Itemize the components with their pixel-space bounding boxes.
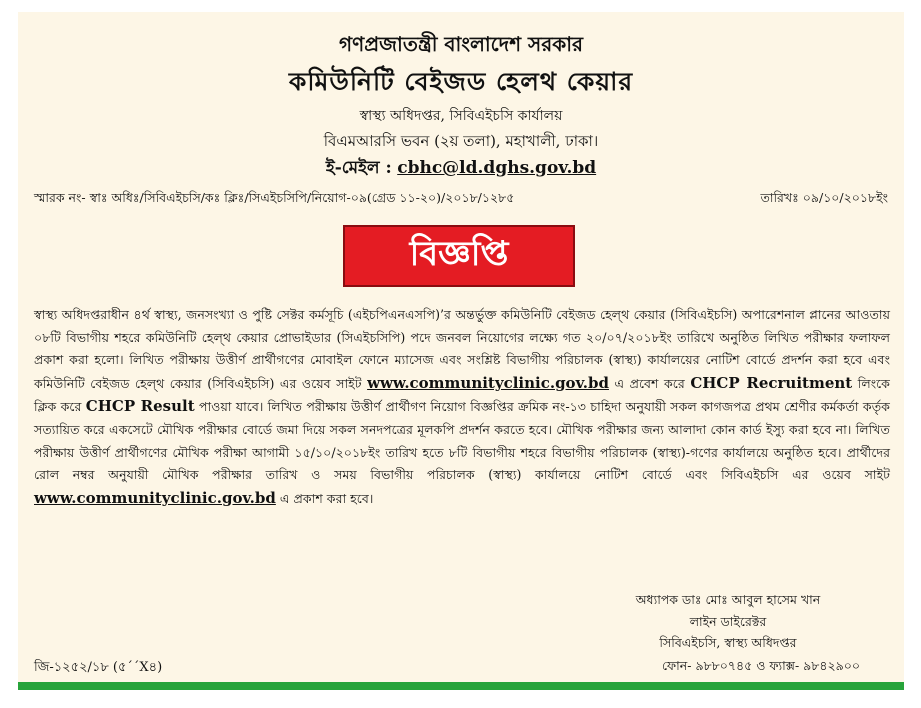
contact-line: ফোন- ৯৮৮০৭৪৫ ও ফ্যাক্স- ৯৮৪২৯০০ — [661, 658, 860, 673]
notice-body — [34, 304, 890, 510]
website-link[interactable]: www.communityclinic.gov.bd — [367, 373, 609, 392]
government-title: গণপ্রজাতন্ত্রী বাংলাদেশ সরকার — [339, 32, 583, 56]
email-label: ই-মেইল : — [325, 158, 392, 178]
body-text-part: এ প্রকাশ করা হবে। — [279, 490, 374, 506]
body-text-part: স্বাস্থ্য অধিদপ্তরাধীন ৪র্থ স্বাস্থ্য, জনসংখ্যা ও পুষ্টি সেক্টর কর্মসূচি (এইচপিএনএসপি)’র অন্তর্ভুক্ত কমিউনিটি বেইজড হেল্থ কেয়ার (সিবিএইচসি) অপারেশনাল প্লানের আওতায় ০৮টি বিভাগীয় শহরে কমিউনিটি হেল্থ কেয়ার প্রোভাইডার (সিএইচসিপি) পদে জনবল নিয়োগের লক্ষ্যে গত ২০/০৭/২০১৮ইং তারিখে অনুষ্ঠিত লিখিত পরীক্ষার ফলাফল প্রকাশ করা হলো। লিখিত পরীক্ষায় উত্তীর্ণ প্রার্থীগণের মোবাইল ফোনে ম্যাসেজ এবং সংশ্লিষ্ট বিভাগীয় পরিচালক (স্বাস্থ্য) কার্যালয়ের নোটিশ বোর্ডে প্রদর্শন করা হবে এবং কমিউনিটি বেইজড হেল্থ কেয়ার (সিবিএইচসি) এর ওয়েব সাইট — [34, 307, 890, 391]
department-line: স্বাস্থ্য অধিদপ্তর, সিবিএইচসি কার্যালয় — [359, 108, 563, 124]
banner-title: বিজ্ঞপ্তি — [409, 233, 509, 274]
body-text-part: এ প্রবেশ করে — [614, 375, 685, 391]
email-address[interactable]: cbhc@ld.dghs.gov.bd — [397, 158, 597, 178]
signatory-office: সিবিএইচসি, স্বাস্থ্য অধিদপ্তর — [659, 635, 797, 650]
body-text-part: লিংকে ক্লিক করে — [34, 375, 890, 415]
body-text-part: পাওয়া যাবে। লিখিত পরীক্ষায় উত্তীর্ণ প্রার্থীগণ নিয়োগ বিজ্ঞপ্তির ক্রমিক নং-১৩ চাহিদা অনুযায়ী সকল কাগজপত্র প্রথম শ্রেণীর কর্মকর্তা কর্তৃক সত্যায়িত করে একসেটে মৌখিক পরীক্ষার বোর্ডে জমা দিয়ে সকল সনদপত্রের মূলকপি প্রদর্শন করতে হবে। মৌখিক পরীক্ষার জন্য আলাদা কোন কার্ড ইস্যু করা হবে না। লিখিত পরীক্ষায় উত্তীর্ণ প্রার্থীগণের মৌখিক পরীক্ষা আগামী ১৫/১০/২০১৮ইং তারিখ হতে ৮টি বিভাগীয় শহরে বিভাগীয় পরিচালক (স্বাস্থ্য)-গণের কার্যালয়ে অনুষ্ঠিত হবে। প্রার্থীদের রোল নম্বর অনুযায়ী মৌখিক পরীক্ষার তারিখ ও সময় বিভাগীয় পরিচালক (স্বাস্থ্য) কার্যালয়ে নোটিশ বোর্ডে এবং সিবিএইচসি এর ওয়েব সাইট — [34, 399, 890, 483]
notice-document — [18, 12, 904, 690]
memo-date: তারিখঃ ০৯/১০/২০১৮ইং — [760, 190, 888, 205]
address-line: বিএমআরসি ভবন (২য় তলা), মহাখালী, ঢাকা। — [323, 132, 599, 150]
recruitment-link-label: CHCP Recruitment — [690, 373, 853, 392]
notice-banner — [343, 225, 575, 287]
signatory-name: অধ্যাপক ডাঃ মোঃ আবুল হাসেম খান — [635, 592, 821, 607]
signatory-title: লাইন ডাইরেক্টর — [689, 614, 767, 629]
email-line — [18, 155, 904, 183]
organization-title: কমিউনিটি বেইজড হেলথ কেয়ার — [288, 67, 634, 96]
publication-code: জি-১২৫২/১৮ (৫´´X৪) — [34, 660, 163, 675]
website-link[interactable]: www.communityclinic.gov.bd — [34, 488, 276, 507]
memo-number: স্মারক নং- স্বাঃ অধিঃ/সিবিএইচসি/কঃ ক্লিঃ/সিএইচসিপি/নিয়োগ-০৯(গ্রেড ১১-২০)/২০১৮/১২৮৫ — [34, 190, 515, 205]
result-label: CHCP Result — [85, 397, 195, 416]
